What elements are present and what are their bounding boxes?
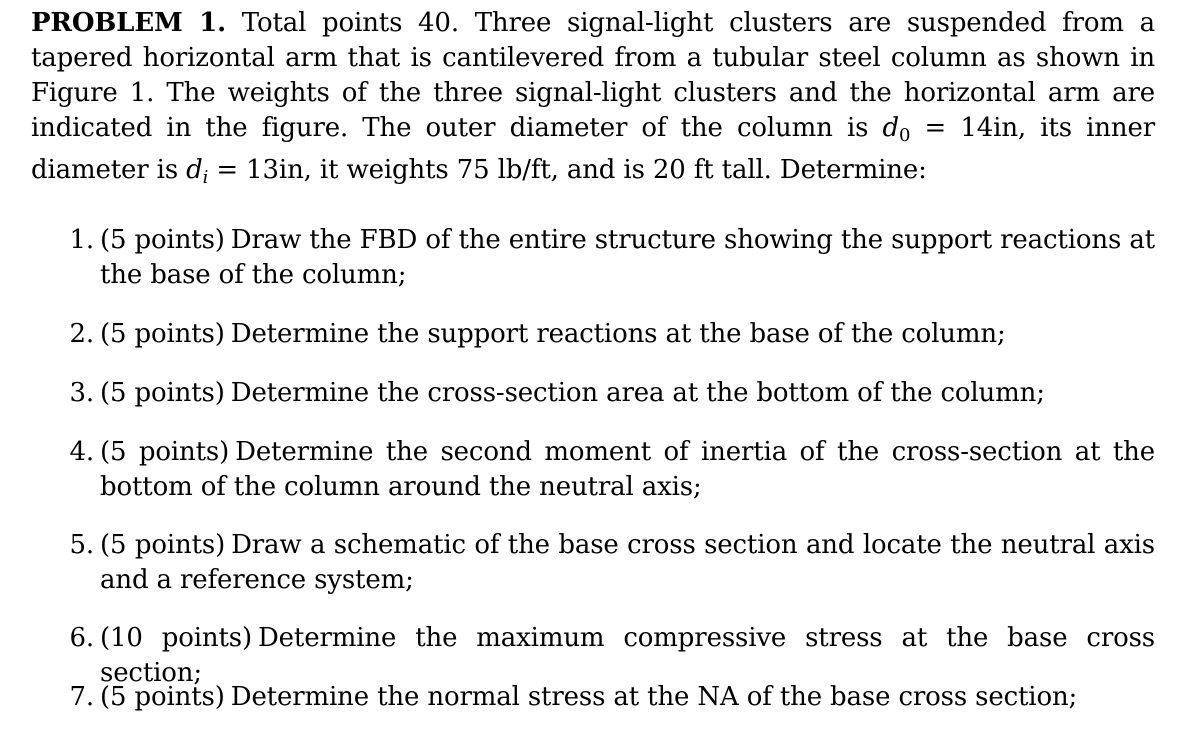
task-item-7 [64,680,1155,715]
task-number: 6. [69,623,94,653]
problem-heading: PROBLEM 1. [31,8,227,38]
outer-diameter-subscript: 0 [899,125,911,146]
task-item-2 [64,317,1155,352]
inner-diameter-subscript: i [202,167,209,188]
task-text: Determine the second moment of inertia of the cross-section at the bottom of the column around the neutral axis; [100,437,1156,502]
task-item-4 [64,435,1155,505]
outer-diameter-value: = 14in, its inner diameter is [31,113,1155,185]
task-item-1 [64,223,1155,293]
task-text: Determine the maximum compressive stress at the base cross section; [100,623,1155,688]
task-text: Determine the cross-section area at the bottom of the column; [230,378,1045,408]
problem-text-part-1: Total points 40. Three signal-light clusters are suspended from a tapered horizontal arm that is cantilevered from a tubular steel column as shown in Figure 1. The weights of the three signal-light clusters and the horizontal arm are indicated in the figure. The outer diameter of the column is [31,8,1155,143]
task-points: (5 points) [100,437,230,467]
outer-diameter-symbol: d [882,113,900,143]
inner-diameter-symbol: d [186,155,203,185]
task-text: Draw the FBD of the entire structure showing the support reactions at the base of the column; [100,225,1155,290]
task-points: (5 points) [100,319,225,349]
task-number: 7. [69,682,94,712]
task-points: (5 points) [100,225,225,255]
problem-statement [31,6,1155,195]
inner-diameter-value: = 13in, it weights 75 lb/ft, and is 20 ft tall. Determine: [208,155,927,185]
task-text: Determine the normal stress at the NA of the base cross section; [230,682,1078,712]
task-number: 5. [69,530,94,560]
task-text: Draw a schematic of the base cross section and locate the neutral axis and a reference system; [100,530,1155,595]
task-points: (10 points) [100,623,252,653]
problem-document [31,6,1156,712]
task-points: (5 points) [100,530,226,560]
task-text: Determine the support reactions at the base of the column; [230,319,1006,349]
task-number: 2. [69,319,94,349]
task-number: 4. [69,437,94,467]
task-item-3 [64,376,1155,411]
task-points: (5 points) [100,682,225,712]
task-number: 3. [69,378,94,408]
task-item-5 [64,528,1155,598]
task-number: 1. [69,225,94,255]
task-points: (5 points) [100,378,225,408]
